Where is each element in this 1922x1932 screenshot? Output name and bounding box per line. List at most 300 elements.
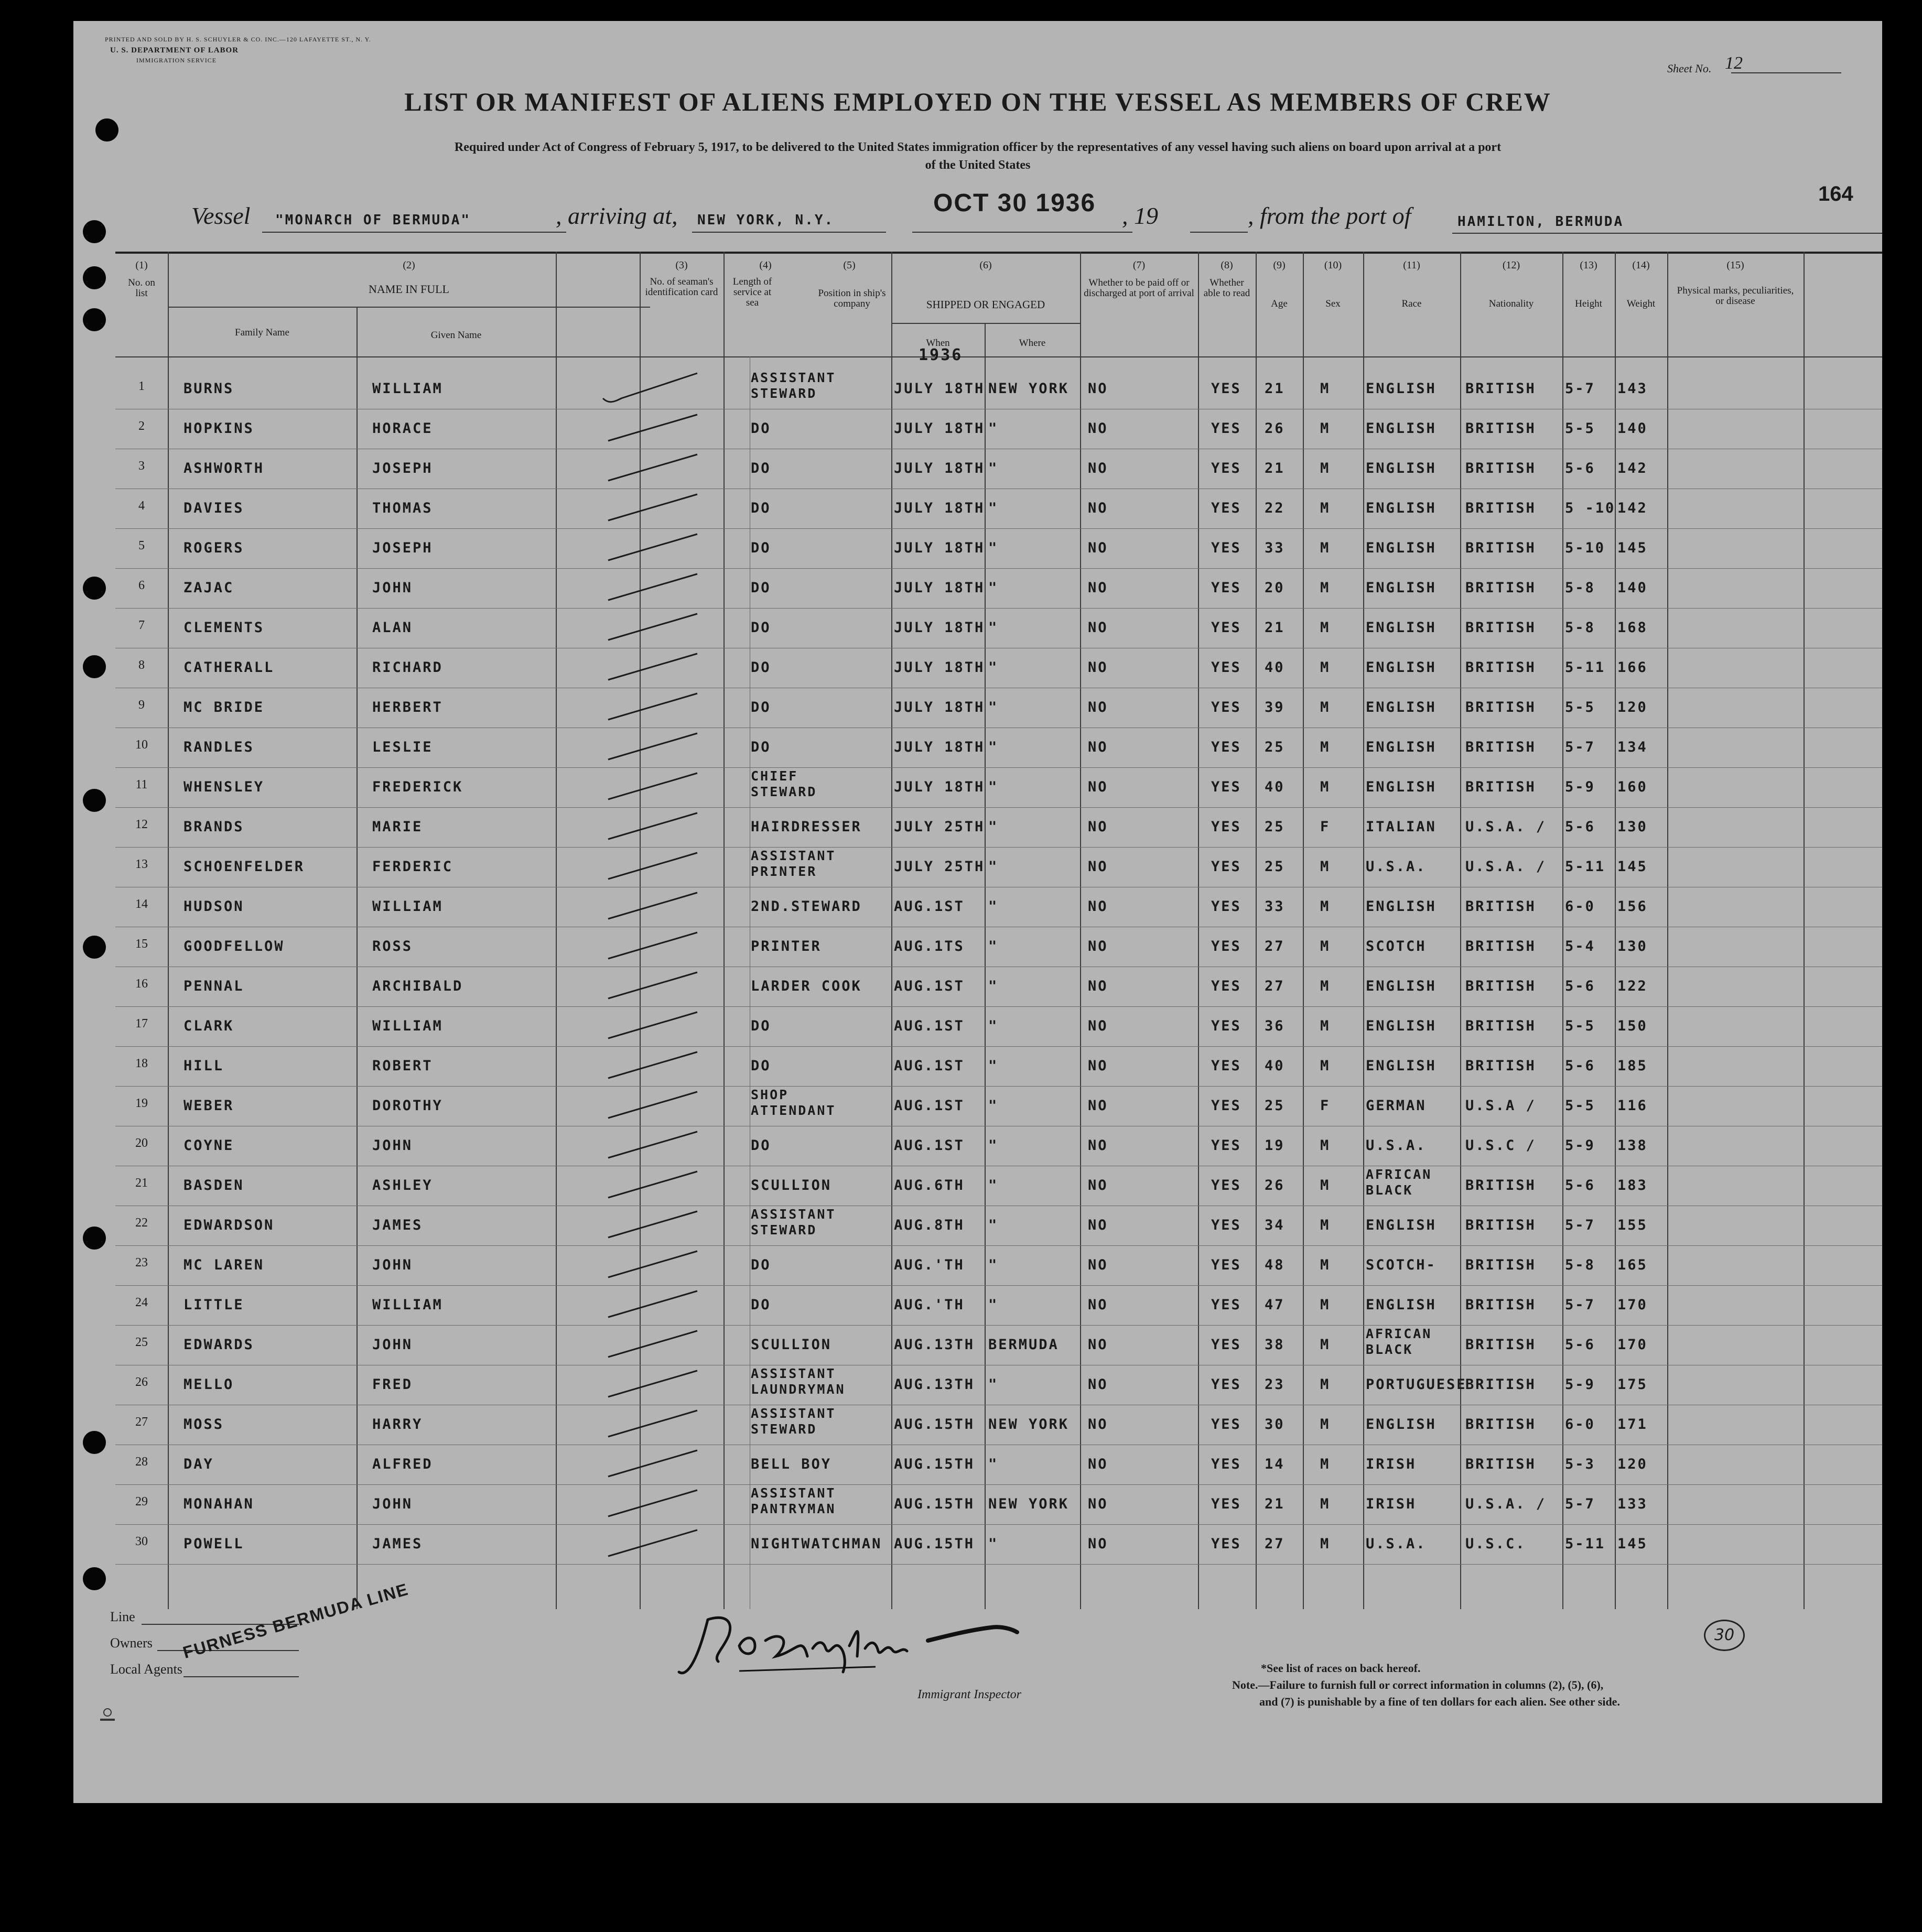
cell-no: 12 (135, 818, 148, 831)
cell-no: 15 (135, 937, 148, 951)
cell-where: " (988, 540, 999, 556)
row-rule (115, 1086, 1882, 1087)
cell-nat: U.S.C. (1465, 1536, 1526, 1552)
shipped-header-divider (891, 323, 1080, 324)
cell-family: MOSS (183, 1416, 224, 1432)
cell-height: 5-6 (1565, 819, 1595, 835)
cell-height: 5-11 (1565, 659, 1606, 676)
cell-race: ENGLISH (1366, 580, 1437, 596)
cell-weight: 145 (1617, 859, 1648, 875)
cell-family: COYNE (183, 1137, 234, 1154)
cell-paid: NO (1088, 1018, 1108, 1034)
header-bottom-border (115, 356, 1882, 357)
cell-weight: 140 (1617, 580, 1648, 596)
cell-given: JAMES (372, 1536, 423, 1552)
cell-age: 40 (1265, 659, 1285, 676)
cell-family: DAY (183, 1456, 214, 1472)
cell-weight: 165 (1617, 1257, 1648, 1273)
column-number: (2) (403, 259, 415, 271)
cell-paid: NO (1088, 1098, 1108, 1114)
column-header-nationality: Nationality (1488, 298, 1534, 309)
local-agents-label: Local Agents (110, 1662, 182, 1677)
cell-paid: NO (1088, 978, 1108, 994)
from-port-label: , from the port of (1248, 202, 1411, 229)
cell-paid: NO (1088, 381, 1108, 397)
cell-family: WHENSLEY (183, 779, 265, 795)
cell-when: AUG.15TH (894, 1456, 975, 1472)
cell-height: 5-11 (1565, 859, 1606, 875)
cell-weight: 145 (1617, 540, 1648, 556)
cell-where: BERMUDA (988, 1337, 1059, 1353)
cell-position: DO (751, 460, 771, 476)
cell-position: DO (751, 580, 771, 596)
cell-nat: BRITISH (1465, 1058, 1536, 1074)
name-header-divider (168, 307, 650, 308)
cell-given: HARRY (372, 1416, 423, 1432)
cell-when: AUG.13TH (894, 1376, 975, 1393)
cell-nat: BRITISH (1465, 460, 1536, 476)
arrival-date: OCT 30 1936 (933, 189, 1096, 217)
cell-no: 25 (135, 1336, 148, 1349)
row-rule (115, 807, 1882, 808)
column-divider (724, 252, 725, 1609)
cell-where: " (988, 1257, 999, 1273)
arriving-underline (692, 232, 886, 233)
cell-read: YES (1211, 1416, 1241, 1432)
cell-read: YES (1211, 1018, 1241, 1034)
cell-when: AUG.1ST (894, 1018, 965, 1034)
cell-weight: 134 (1617, 739, 1648, 755)
cell-family: HILL (183, 1058, 224, 1074)
cell-when: JULY 18TH (894, 699, 985, 715)
cell-race: IRISH (1366, 1496, 1417, 1512)
cell-race: ITALIAN (1366, 819, 1437, 835)
cell-given: THOMAS (372, 500, 433, 516)
id-card-check-mark (598, 970, 703, 1006)
cell-family: MC BRIDE (183, 699, 265, 715)
cell-where: " (988, 1058, 999, 1074)
cell-when: JULY 18TH (894, 620, 985, 636)
cell-given: ARCHIBALD (372, 978, 463, 994)
cell-paid: NO (1088, 699, 1108, 715)
cell-paid: NO (1088, 659, 1108, 676)
cell-read: YES (1211, 420, 1241, 437)
cell-nat: BRITISH (1465, 1018, 1536, 1034)
cell-position: SCULLION (751, 1177, 832, 1193)
from-port: HAMILTON, BERMUDA (1457, 214, 1624, 230)
cell-height: 5-5 (1565, 699, 1595, 715)
id-card-check-mark (598, 1527, 703, 1564)
column-number: (10) (1324, 259, 1342, 271)
punch-hole (83, 1431, 106, 1454)
cell-weight: 166 (1617, 659, 1648, 676)
cell-height: 5-6 (1565, 978, 1595, 994)
cell-read: YES (1211, 898, 1241, 915)
cell-paid: NO (1088, 1376, 1108, 1393)
cell-no: 11 (135, 778, 148, 791)
cell-race: ENGLISH (1366, 699, 1437, 715)
id-card-check-mark (598, 1089, 703, 1126)
cell-race: GERMAN (1366, 1098, 1427, 1114)
cell-when: JULY 18TH (894, 500, 985, 516)
cell-where: " (988, 1098, 999, 1114)
cell-weight: 170 (1617, 1297, 1648, 1313)
cell-weight: 138 (1617, 1137, 1648, 1154)
cell-age: 14 (1265, 1456, 1285, 1472)
cell-age: 27 (1265, 938, 1285, 954)
cell-nat: U.S.A. / (1465, 819, 1547, 835)
cell-weight: 155 (1617, 1217, 1648, 1233)
cell-given: ROSS (372, 938, 413, 954)
id-card-check-mark (598, 810, 703, 847)
cell-nat: BRITISH (1465, 540, 1536, 556)
id-card-check-mark (598, 1368, 703, 1405)
row-rule (115, 767, 1882, 768)
row-rule (115, 1285, 1882, 1286)
cell-paid: NO (1088, 779, 1108, 795)
cell-no: 19 (135, 1097, 148, 1110)
cell-read: YES (1211, 460, 1241, 476)
cell-height: 5-9 (1565, 779, 1595, 795)
cell-paid: NO (1088, 580, 1108, 596)
year-label: , 19 (1122, 202, 1158, 229)
cell-sex: M (1320, 898, 1331, 915)
id-card-check-mark (598, 1049, 703, 1086)
cell-paid: NO (1088, 460, 1108, 476)
cell-paid: NO (1088, 1297, 1108, 1313)
column-subheader-when: When (926, 338, 950, 349)
inspector-signature (676, 1599, 1054, 1677)
punch-hole (83, 655, 106, 678)
cell-family: GOODFELLOW (183, 938, 285, 954)
cell-nat: BRITISH (1465, 1177, 1536, 1193)
cell-paid: NO (1088, 1456, 1108, 1472)
column-divider (1363, 252, 1364, 1609)
sheet-number-label: Sheet No. (1667, 62, 1712, 75)
row-rule (115, 1245, 1882, 1246)
cell-height: 5-6 (1565, 1337, 1595, 1353)
cell-family: HUDSON (183, 898, 244, 915)
cell-no: 10 (135, 738, 148, 752)
cell-position: DO (751, 500, 771, 516)
cell-nat: BRITISH (1465, 739, 1536, 755)
cell-sex: M (1320, 1137, 1331, 1154)
column-header-no: No. on list (128, 277, 155, 299)
cell-when: AUG.1ST (894, 1137, 965, 1154)
cell-position: SHOP ATTENDANT (751, 1087, 836, 1118)
cell-no: 8 (138, 658, 145, 672)
cell-nat: BRITISH (1465, 1456, 1536, 1472)
cell-race: AFRICAN BLACK (1366, 1326, 1432, 1357)
cell-height: 5-9 (1565, 1137, 1595, 1154)
cell-weight: 142 (1617, 460, 1648, 476)
cell-race: U.S.A. (1366, 859, 1427, 875)
cell-age: 38 (1265, 1337, 1285, 1353)
cell-race: SCOTCH- (1366, 1257, 1437, 1273)
cell-sex: M (1320, 1337, 1331, 1353)
cell-family: MELLO (183, 1376, 234, 1393)
id-card-check-mark (598, 492, 703, 528)
cell-nat: BRITISH (1465, 620, 1536, 636)
id-card-check-mark (598, 1328, 703, 1365)
cell-no: 29 (135, 1495, 148, 1508)
cell-when: JULY 18TH (894, 381, 985, 397)
cell-race: U.S.A. (1366, 1137, 1427, 1154)
cell-height: 5-5 (1565, 420, 1595, 437)
cell-read: YES (1211, 1297, 1241, 1313)
cell-given: RICHARD (372, 659, 443, 676)
cell-race: PORTUGUESE (1366, 1376, 1467, 1393)
cell-sex: M (1320, 540, 1331, 556)
cell-sex: M (1320, 739, 1331, 755)
cell-age: 21 (1265, 381, 1285, 397)
cell-sex: F (1320, 1098, 1331, 1114)
column-header-height: Height (1575, 298, 1602, 309)
id-card-check-mark (598, 651, 703, 688)
failure-note-1: Note.—Failure to furnish full or correct information in columns (2), (5), (6), (1232, 1678, 1604, 1691)
cell-where: " (988, 620, 999, 636)
row-rule (115, 1564, 1882, 1565)
cell-read: YES (1211, 500, 1241, 516)
cell-sex: M (1320, 1177, 1331, 1193)
cell-position: 2ND.STEWARD (751, 898, 862, 915)
cell-no: 16 (135, 977, 148, 991)
id-card-check-mark (598, 452, 703, 489)
vessel-name: "MONARCH OF BERMUDA" (275, 212, 471, 228)
cell-no: 9 (138, 698, 145, 712)
cell-family: BRANDS (183, 819, 244, 835)
cell-race: ENGLISH (1366, 1018, 1437, 1034)
arriving-label: , arriving at, (556, 202, 678, 229)
cell-given: DOROTHY (372, 1098, 443, 1114)
owners-label: Owners (110, 1635, 153, 1651)
cell-paid: NO (1088, 1217, 1108, 1233)
cell-read: YES (1211, 1376, 1241, 1393)
cell-where: " (988, 859, 999, 875)
cell-height: 5-7 (1565, 1297, 1595, 1313)
cell-weight: 143 (1617, 381, 1648, 397)
cell-family: CATHERALL (183, 659, 275, 676)
cell-age: 33 (1265, 540, 1285, 556)
cell-race: ENGLISH (1366, 1297, 1437, 1313)
cell-family: CLEMENTS (183, 620, 265, 636)
column-header-paid-off: Whether to be paid off or discharged at port of arrival (1084, 277, 1194, 299)
cell-family: ROGERS (183, 540, 244, 556)
row-rule (115, 608, 1882, 609)
cell-position: NIGHTWATCHMAN (751, 1536, 882, 1552)
arriving-port: NEW YORK, N.Y. (697, 212, 835, 228)
cell-age: 26 (1265, 420, 1285, 437)
cell-height: 6-0 (1565, 1416, 1595, 1432)
cell-position: DO (751, 699, 771, 715)
column-subheader-given: Given Name (430, 330, 482, 341)
cell-family: MC LAREN (183, 1257, 265, 1273)
cell-where: " (988, 580, 999, 596)
cell-height: 5-7 (1565, 739, 1595, 755)
printer-mark (97, 1706, 118, 1724)
cell-age: 40 (1265, 1058, 1285, 1074)
cell-race: ENGLISH (1366, 540, 1437, 556)
cell-weight: 183 (1617, 1177, 1648, 1193)
cell-age: 21 (1265, 460, 1285, 476)
cell-given: HERBERT (372, 699, 443, 715)
cell-where: " (988, 659, 999, 676)
cell-paid: NO (1088, 859, 1108, 875)
cell-when: AUG.1TS (894, 938, 965, 954)
row-rule (115, 847, 1882, 848)
cell-read: YES (1211, 1337, 1241, 1353)
id-card-check-mark (598, 1209, 703, 1245)
cell-nat: BRITISH (1465, 659, 1536, 676)
department-name: U. S. DEPARTMENT OF LABOR (110, 46, 239, 55)
cell-position: DO (751, 739, 771, 755)
cell-position: ASSISTANT PRINTER (751, 848, 836, 879)
column-header-id-card: No. of seaman's identification card (645, 276, 718, 298)
cell-race: ENGLISH (1366, 898, 1437, 915)
cell-weight: 160 (1617, 779, 1648, 795)
id-card-check-mark (598, 1288, 703, 1325)
column-number: (4) (759, 259, 772, 271)
cell-weight: 130 (1617, 938, 1648, 954)
cell-age: 25 (1265, 819, 1285, 835)
cell-nat: BRITISH (1465, 1337, 1536, 1353)
column-divider (891, 252, 892, 1609)
cell-when: JULY 18TH (894, 659, 985, 676)
cell-age: 26 (1265, 1177, 1285, 1193)
cell-given: FREDERICK (372, 779, 463, 795)
cell-family: CLARK (183, 1018, 234, 1034)
cell-given: JOSEPH (372, 540, 433, 556)
cell-when: AUG.1ST (894, 1058, 965, 1074)
cell-where: " (988, 898, 999, 915)
cell-position: ASSISTANT PANTRYMAN (751, 1485, 836, 1516)
cell-weight: 171 (1617, 1416, 1648, 1432)
cell-when: AUG.15TH (894, 1416, 975, 1432)
cell-given: MARIE (372, 819, 423, 835)
id-card-check-mark (598, 770, 703, 807)
cell-when: JULY 18TH (894, 739, 985, 755)
cell-read: YES (1211, 1536, 1241, 1552)
cell-no: 4 (138, 499, 145, 513)
punch-hole (83, 308, 106, 331)
cell-height: 5-8 (1565, 580, 1595, 596)
cell-paid: NO (1088, 1177, 1108, 1193)
cell-when: JULY 18TH (894, 779, 985, 795)
cell-age: 30 (1265, 1416, 1285, 1432)
cell-given: WILLIAM (372, 898, 443, 915)
column-header-weight: Weight (1626, 298, 1656, 309)
cell-no: 13 (135, 858, 148, 871)
cell-where: NEW YORK (988, 381, 1070, 397)
cell-position: BELL BOY (751, 1456, 832, 1472)
cell-where: " (988, 1018, 999, 1034)
cell-no: 18 (135, 1057, 148, 1070)
cell-age: 25 (1265, 1098, 1285, 1114)
column-number: (12) (1502, 259, 1520, 271)
column-divider (1804, 252, 1805, 1609)
cell-no: 28 (135, 1455, 148, 1469)
cell-no: 7 (138, 618, 145, 632)
sheet-number-underline (1731, 72, 1841, 73)
cell-read: YES (1211, 779, 1241, 795)
cell-read: YES (1211, 1098, 1241, 1114)
cell-where: " (988, 938, 999, 954)
cell-family: RANDLES (183, 739, 254, 755)
cell-where: " (988, 699, 999, 715)
cell-position: DO (751, 1137, 771, 1154)
cell-when: AUG.13TH (894, 1337, 975, 1353)
cell-paid: NO (1088, 1337, 1108, 1353)
cell-age: 33 (1265, 898, 1285, 915)
cell-nat: BRITISH (1465, 938, 1536, 954)
date-underline (912, 232, 1132, 233)
column-divider (556, 252, 557, 1609)
cell-weight: 120 (1617, 1456, 1648, 1472)
cell-weight: 130 (1617, 819, 1648, 835)
cell-age: 21 (1265, 1496, 1285, 1512)
cell-nat: BRITISH (1465, 978, 1536, 994)
column-divider (1198, 252, 1199, 1609)
cell-where: " (988, 978, 999, 994)
cell-no: 23 (135, 1256, 148, 1269)
id-card-check-mark (598, 412, 703, 449)
row-rule (115, 1524, 1882, 1525)
cell-weight: 168 (1617, 620, 1648, 636)
cell-weight: 185 (1617, 1058, 1648, 1074)
cell-paid: NO (1088, 500, 1108, 516)
page-number: 164 (1818, 182, 1853, 205)
column-number: (8) (1221, 259, 1233, 271)
cell-position: DO (751, 540, 771, 556)
cell-when: JULY 18TH (894, 420, 985, 437)
cell-where: " (988, 1536, 999, 1552)
cell-no: 24 (135, 1296, 148, 1309)
cell-no: 17 (135, 1017, 148, 1030)
agents-underline (183, 1676, 299, 1677)
cell-sex: M (1320, 938, 1331, 954)
cell-height: 6-0 (1565, 898, 1595, 915)
cell-race: ENGLISH (1366, 381, 1437, 397)
year-underline (1190, 232, 1248, 233)
cell-nat: BRITISH (1465, 420, 1536, 437)
cell-weight: 150 (1617, 1018, 1648, 1034)
cell-age: 20 (1265, 580, 1285, 596)
cell-sex: M (1320, 1058, 1331, 1074)
cell-where: " (988, 819, 999, 835)
cell-weight: 133 (1617, 1496, 1648, 1512)
cell-weight: 156 (1617, 898, 1648, 915)
cell-height: 5 -10 (1565, 500, 1616, 516)
printer-line: PRINTED AND SOLD BY H. S. SCHUYLER & CO. INC.—120 LAFAYETTE ST., N. Y. (105, 36, 371, 43)
cell-age: 19 (1265, 1137, 1285, 1154)
cell-sex: F (1320, 819, 1331, 835)
cell-no: 30 (135, 1535, 148, 1548)
id-card-check-mark (598, 1488, 703, 1524)
id-card-check-mark (598, 691, 703, 728)
cell-when: AUG.'TH (894, 1297, 965, 1313)
cell-paid: NO (1088, 1536, 1108, 1552)
cell-when: AUG.15TH (894, 1496, 975, 1512)
cell-where: " (988, 460, 999, 476)
cell-race: ENGLISH (1366, 739, 1437, 755)
cell-age: 39 (1265, 699, 1285, 715)
column-header-read: Whether able to read (1203, 277, 1250, 299)
row-rule (115, 528, 1882, 529)
cell-given: JOHN (372, 1496, 413, 1512)
cell-no: 22 (135, 1216, 148, 1230)
cell-sex: M (1320, 1376, 1331, 1393)
column-divider (1256, 252, 1257, 1609)
